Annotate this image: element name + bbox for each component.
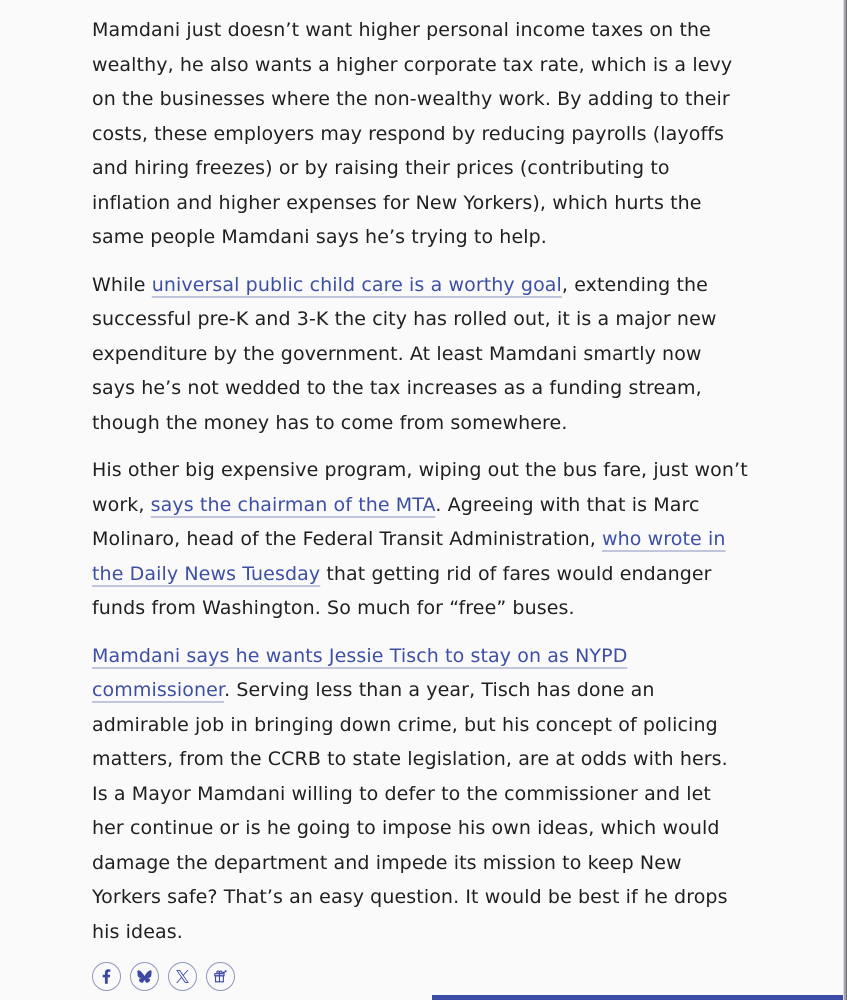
share-gift-article-button[interactable] <box>206 962 235 991</box>
gift-article-icon <box>212 968 229 985</box>
inline-link[interactable]: Mamdani says he wants Jessie Tisch to stay on as NYPD commissioner <box>92 644 628 701</box>
text-run: While <box>92 273 152 296</box>
text-run: . Serving less than a year, Tisch has done an admirable job in bringing down crime, but his concept of policing matters, from the CCRB to state legislation, are at odds with hers. Is a Mayor Mamdani willing to defer to the commissioner and let her continue or is he going to impose his own ideas, which would damage the department and impede its mission to keep New Yorkers safe? That’s an easy question. It would be best if he drops his ideas. <box>92 679 728 943</box>
paragraph <box>92 13 748 255</box>
article-content <box>92 0 748 991</box>
text-run: Mamdani just doesn’t want higher personal income taxes on the wealthy, he also wants a higher corporate tax rate, which is a levy on the businesses where the non-wealthy work. By adding to their costs, these employers may respond by reducing payrolls (layoffs and hiring freezes) or by raising their prices (contributing to inflation and higher expenses for New Yorkers), which hurts the same people Mamdani says he’s trying to help. <box>92 19 733 248</box>
share-x-button[interactable] <box>168 962 197 991</box>
scrollbar[interactable] <box>843 0 847 1000</box>
share-facebook-button[interactable] <box>92 962 121 991</box>
text-run: . Agreeing with that is Marc Molinaro, head of the Federal Transit Administration, <box>92 493 700 550</box>
bottom-banner-edge <box>432 995 845 1000</box>
text-run: , extending the successful pre-K and 3-K the city has rolled out, it is a major new expenditure by the government. At least Mamdani smartly now says he’s not wedded to the tax increases as a funding stream, though the money has to come from somewhere. <box>92 273 717 434</box>
x-icon <box>176 970 189 983</box>
paragraph <box>92 453 748 626</box>
share-bluesky-button[interactable] <box>130 962 159 991</box>
inline-link[interactable]: says the chairman of the MTA <box>150 493 436 516</box>
inline-link[interactable]: universal public child care is a worthy goal <box>151 273 562 296</box>
inline-link[interactable]: who wrote in the Daily News Tuesday <box>92 528 726 585</box>
paragraph <box>92 639 748 950</box>
share-bar <box>92 962 748 991</box>
text-run: that getting rid of fares would endanger funds from Washington. So much for “free” buses. <box>92 562 712 619</box>
article-body <box>92 13 748 949</box>
facebook-icon <box>102 969 111 984</box>
paragraph <box>92 268 748 441</box>
text-run: His other big expensive program, wiping out the bus fare, just won’t work, <box>92 459 748 516</box>
bluesky-icon <box>137 970 152 983</box>
